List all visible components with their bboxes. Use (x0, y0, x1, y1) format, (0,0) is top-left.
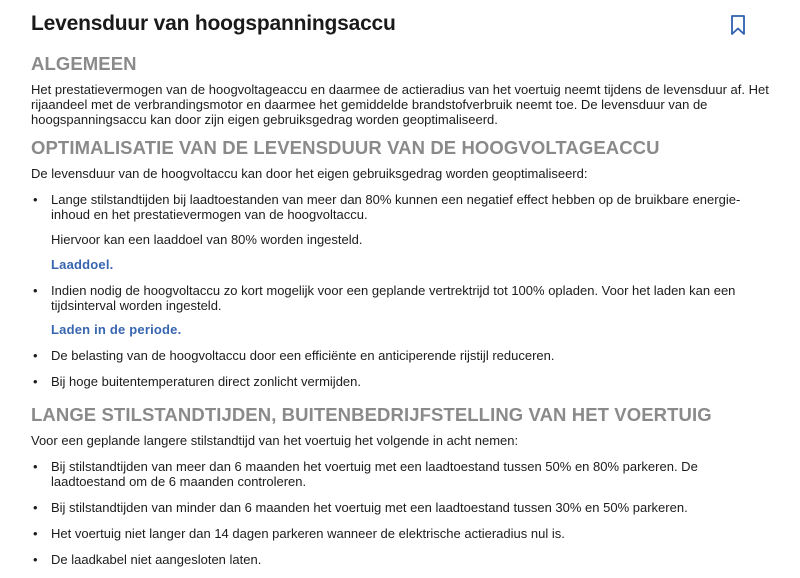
section-heading: OPTIMALISATIE VAN DE LEVENSDUUR VAN DE HOOGVOLTAGEACCU (31, 137, 660, 158)
list-item-text: Bij hoge buitentemperaturen direct zonlicht vermijden. (51, 374, 362, 389)
content (31, 52, 771, 578)
section-optimization (31, 136, 771, 389)
page-title: Levensduur van hoogspanningsaccu (31, 12, 396, 35)
bullet-icon: • (33, 500, 38, 515)
section-heading: ALGEMEEN (31, 53, 137, 74)
list-item (31, 500, 771, 515)
list-item (31, 374, 771, 389)
section-general (31, 52, 771, 127)
list-item-subtext: Hiervoor kan een laaddoel van 80% worden ingesteld. (51, 232, 363, 247)
list-item (31, 283, 771, 337)
link-laaddoel[interactable]: Laaddoel. (51, 257, 114, 272)
bullet-icon: • (33, 552, 38, 567)
list-item-text: Bij stilstandtijden van minder dan 6 maanden het voertuig met een laadtoestand tussen 30% en 50% parkeren. (51, 500, 688, 515)
section-intro: De levensduur van de hoogvoltaccu kan door het eigen gebruiksgedrag worden geoptimaliseerd: (31, 166, 588, 181)
list-item-text: Het voertuig niet langer dan 14 dagen parkeren wanneer de elektrische actieradius nul is. (51, 526, 565, 541)
list-item (31, 459, 771, 489)
link-laden-in-de-periode[interactable]: Laden in de periode. (51, 322, 182, 337)
list-item-text: De belasting van de hoogvoltaccu door een efficiënte en anticiperende rijstijl reduceren. (51, 348, 555, 363)
list-item (31, 192, 771, 272)
list-item (31, 526, 771, 541)
section-intro: Voor een geplande langere stilstandtijd van het voertuig het volgende in acht nemen: (31, 433, 519, 448)
bullet-list (31, 459, 771, 567)
bookmark-icon[interactable] (729, 14, 747, 36)
list-item-text: Indien nodig de hoogvoltaccu zo kort mogelijk voor een geplande vertrektrijd tot 100% opladen. Voor het laden kan een tijdsinterval worden ingesteld. (51, 283, 736, 313)
section-paragraph: Het prestatievermogen van de hoogvoltageaccu en daarmee de actieradius van het voertuig neemt tijdens de levensduur af. Het rijaandeel met de verbrandingsmotor en daarmee het gemiddelde brandstofverbruik neemt toe. De levensduur van de hoogspanningsaccu kan door zijn eigen gebruiksgedrag worden geoptimaliseerd. (31, 82, 769, 127)
bullet-icon: • (33, 348, 38, 363)
section-long-standstill (31, 403, 771, 567)
list-item-text: Lange stilstandtijden bij laadtoestanden van meer dan 80% kunnen een negatief effect hebben op de bruikbare energie-inhoud en het prestatievermogen van de hoogvoltaccu. (51, 192, 741, 222)
bullet-icon: • (33, 374, 38, 389)
list-item-text: Bij stilstandtijden van meer dan 6 maanden het voertuig met een laadtoestand tussen 50% en 80% parkeren. De laadtoestand om de 6 maanden controleren. (51, 459, 698, 489)
list-item (31, 552, 771, 567)
list-item (31, 348, 771, 363)
list-item-text: De laadkabel niet aangesloten laten. (51, 552, 262, 567)
bullet-icon: • (33, 192, 38, 207)
bullet-icon: • (33, 459, 38, 474)
bullet-icon: • (33, 526, 38, 541)
bullet-list (31, 192, 771, 389)
bullet-icon: • (33, 283, 38, 298)
section-heading: LANGE STILSTANDTIJDEN, BUITENBEDRIJFSTELLING VAN HET VOERTUIG (31, 404, 712, 425)
